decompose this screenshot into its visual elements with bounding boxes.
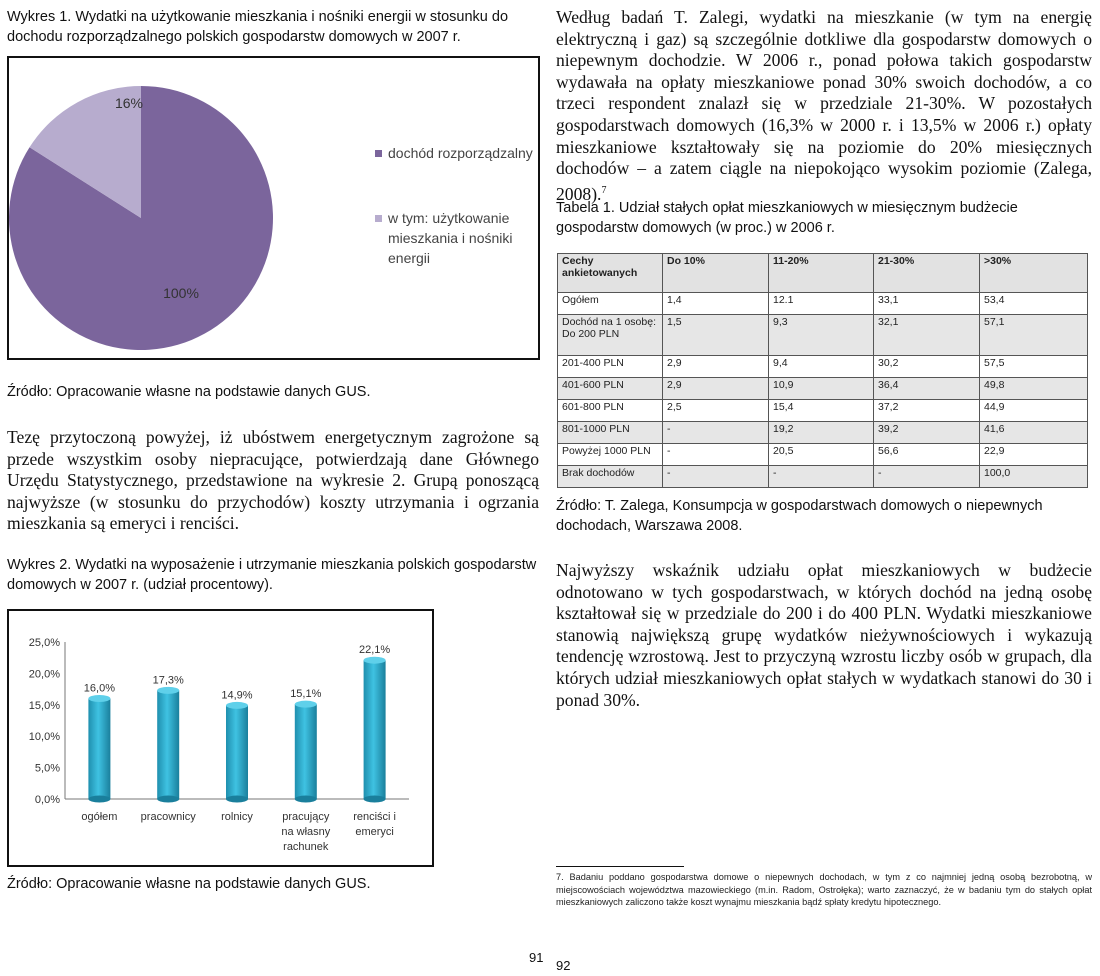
bar-top bbox=[88, 695, 110, 702]
table-cell: 33,1 bbox=[874, 293, 980, 315]
table-row-label: 601-800 PLN bbox=[558, 400, 663, 422]
table-cell: 22,9 bbox=[980, 444, 1088, 466]
x-tick-label: emeryci bbox=[355, 826, 394, 838]
table-header-cell: 21-30% bbox=[874, 254, 980, 293]
table-cell: 36,4 bbox=[874, 378, 980, 400]
table-row bbox=[558, 422, 1088, 444]
table-cell: 1,4 bbox=[663, 293, 769, 315]
bar-data-label: 15,1% bbox=[290, 688, 322, 701]
table-row-label: Powyżej 1000 PLN bbox=[558, 444, 663, 466]
bar-data-label: 14,9% bbox=[221, 689, 253, 702]
table-cell: 2,9 bbox=[663, 378, 769, 400]
bar-base bbox=[295, 796, 317, 803]
left-paragraph: Tezę przytoczoną powyżej, iż ubóstwem energetycznym zagrożone są przede wszystkim osoby niepracujące, potwierdzają dane Głównego Urzędu Statystycznego, przedstawione na wykresie 2. Grupą ponoszącą najwyższe (w stosunku do przychodów) koszty utrzymania i ogrzania mieszkania są emeryci i renciści. bbox=[7, 427, 539, 534]
x-tick-label: ogółem bbox=[81, 811, 118, 823]
bar bbox=[295, 704, 317, 799]
table-row bbox=[558, 356, 1088, 378]
table-header-cell: >30% bbox=[980, 254, 1088, 293]
table-cell: 15,4 bbox=[769, 400, 874, 422]
bar bbox=[88, 699, 110, 799]
legend-label: mieszkania i nośniki bbox=[388, 230, 513, 246]
chart1-caption: Wykres 1. Wydatki na użytkowanie mieszkania i nośniki energii w stosunku do dochodu rozporządzalnego polskich gospodarstw domowych w 2007 r. bbox=[7, 9, 509, 45]
table-cell: 9,3 bbox=[769, 315, 874, 356]
table-cell: 53,4 bbox=[980, 293, 1088, 315]
table-cell: 9,4 bbox=[769, 356, 874, 378]
page-number-left: 91 bbox=[529, 950, 544, 965]
table-row bbox=[558, 315, 1088, 356]
table-row bbox=[558, 378, 1088, 400]
table-row-label: Dochód na 1 osobę: Do 200 PLN bbox=[558, 315, 663, 356]
chart1-source: Źródło: Opracowanie własne na podstawie danych GUS. bbox=[7, 384, 371, 400]
right-paragraph-1 bbox=[556, 7, 1092, 205]
legend-label: energii bbox=[388, 250, 431, 266]
bar-top bbox=[295, 701, 317, 708]
page-number-right: 92 bbox=[556, 958, 571, 973]
chart2-caption: Wykres 2. Wydatki na wyposażenie i utrzymanie mieszkania polskich gospodarstw domowych w 2007 r. (udział procentowy). bbox=[7, 557, 537, 593]
legend-marker bbox=[375, 150, 382, 157]
bar-data-label: 16,0% bbox=[83, 682, 116, 695]
bar-top bbox=[157, 687, 179, 694]
y-tick-label: 15,0% bbox=[28, 699, 60, 712]
table-header-row bbox=[558, 254, 1088, 293]
legend-label: w tym: użytkowanie bbox=[388, 210, 510, 226]
table-cell: 56,6 bbox=[874, 444, 980, 466]
table-cell: 10,9 bbox=[769, 378, 874, 400]
table-cell: 12.1 bbox=[769, 293, 874, 315]
data-table bbox=[557, 253, 1088, 488]
pie-chart bbox=[9, 58, 538, 358]
chart2-source: Źródło: Opracowanie własne na podstawie danych GUS. bbox=[7, 876, 371, 892]
footnote: 7. Badaniu poddano gospodarstwa domowe o niepewnych dochodach, w tym z co najmniej jedną osobą bezrobotną, w miejscowościach województwa mazowieckiego (m.in. Radom, Ostrołęka); warto zaznaczyć, że w badaniu tym do stałych opłat mieszkaniowych zaliczono także koszt wynajmu mieszkania bądź spłaty kredytu hipotecznego. bbox=[556, 872, 1092, 907]
table-header-cell: 11-20% bbox=[769, 254, 874, 293]
bar bbox=[226, 705, 248, 799]
table-cell: 44,9 bbox=[980, 400, 1088, 422]
table-cell: - bbox=[874, 466, 980, 488]
table-row-label: 801-1000 PLN bbox=[558, 422, 663, 444]
bar-chart bbox=[9, 611, 432, 865]
table-cell: - bbox=[769, 466, 874, 488]
table-cell: 2,9 bbox=[663, 356, 769, 378]
y-tick-label: 10,0% bbox=[28, 731, 60, 744]
table-row-label: Brak dochodów bbox=[558, 466, 663, 488]
table-source: Źródło: T. Zalega, Konsumpcja w gospodarstwach domowych o niepewnych dochodach, Warszawa 2008. bbox=[556, 498, 1043, 534]
bar-base bbox=[364, 796, 386, 803]
table-cell: 100,0 bbox=[980, 466, 1088, 488]
table-cell: - bbox=[663, 444, 769, 466]
table-row bbox=[558, 444, 1088, 466]
table-row-label: 401-600 PLN bbox=[558, 378, 663, 400]
legend-label: dochód rozporządzalny bbox=[388, 145, 533, 161]
table-cell: 1,5 bbox=[663, 315, 769, 356]
x-tick-label: na własny bbox=[281, 826, 331, 838]
table-row bbox=[558, 293, 1088, 315]
pie-data-label: 16% bbox=[114, 95, 144, 111]
bar-data-label: 17,3% bbox=[152, 674, 184, 687]
table-caption: Tabela 1. Udział stałych opłat mieszkaniowych w miesięcznym budżecie gospodarstw domowych (w proc.) w 2006 r. bbox=[556, 200, 1018, 236]
x-tick-label: pracujący bbox=[282, 811, 330, 823]
right-paragraph-2: Najwyższy wskaźnik udziału opłat mieszkaniowych w budżecie odnotowano w tych gospodarstwach, w których dochód na jedną osobę kształtował się w przedziale do 200 i do 400 PLN. Wydatki mieszkaniowe stanowią największą grupę wydatków nieżywnościowych i wykazują tendencję wzrostową. Jest to przyczyną wzrostu liczby osób w grupach, dla których udział mieszkaniowych opłat stałych w wydatkach stanowi do 30 i ponad 30%. bbox=[556, 560, 1092, 710]
table-row bbox=[558, 466, 1088, 488]
y-tick-label: 25,0% bbox=[28, 637, 60, 649]
bar-top bbox=[226, 702, 248, 709]
pie-data-label: 100% bbox=[163, 285, 199, 301]
table-row-label: Ogółem bbox=[558, 293, 663, 315]
y-tick-label: 20,0% bbox=[28, 668, 60, 681]
x-tick-label: renciści i bbox=[353, 811, 396, 823]
table-cell: - bbox=[663, 422, 769, 444]
footnote-divider bbox=[556, 866, 684, 867]
table-cell: 57,5 bbox=[980, 356, 1088, 378]
bar-base bbox=[88, 796, 110, 803]
right-paragraph-1-text: Według badań T. Zalegi, wydatki na mieszkanie (w tym na energię elektryczną i gaz) są szczególnie dotkliwe dla gospodarstw domowych o niepewnym dochodzie. W 2006 r., ponad połowa takich gospodarstw wydawała na opłaty mieszkaniowe ponad 30% swoich dochodów, a co trzeci respondent znalazł się w przedziale 21-30%. W pozostałych gospodarstwach domowych (16,3% w 2000 r. i 13,5% w 2006 r.) opłaty mieszkaniowe kształtowały się na poziomie do 20% miesięcznych dochodów – a zatem ciągle na niepokojąco wysokim poziomie (Zalega, 2008). bbox=[556, 7, 1092, 204]
table-cell: 30,2 bbox=[874, 356, 980, 378]
table-row-label: 201-400 PLN bbox=[558, 356, 663, 378]
bar-top bbox=[364, 657, 386, 664]
table-header-cell: Cechy ankietowanych bbox=[558, 254, 663, 293]
table-cell: 32,1 bbox=[874, 315, 980, 356]
table-cell: 20,5 bbox=[769, 444, 874, 466]
bar bbox=[157, 690, 179, 799]
table-cell: 57,1 bbox=[980, 315, 1088, 356]
legend-marker bbox=[375, 215, 382, 222]
pie-chart-frame bbox=[7, 56, 540, 360]
x-tick-label: pracownicy bbox=[140, 811, 196, 823]
bar-chart-frame bbox=[7, 609, 434, 867]
table-cell: - bbox=[663, 466, 769, 488]
bar-base bbox=[226, 796, 248, 803]
footnote-reference: 7 bbox=[601, 184, 607, 196]
x-tick-label: rachunek bbox=[283, 841, 329, 853]
table-container bbox=[557, 253, 1088, 488]
table-cell: 49,8 bbox=[980, 378, 1088, 400]
table-cell: 41,6 bbox=[980, 422, 1088, 444]
table-cell: 37,2 bbox=[874, 400, 980, 422]
bar bbox=[364, 660, 386, 799]
table-cell: 39,2 bbox=[874, 422, 980, 444]
table-cell: 2,5 bbox=[663, 400, 769, 422]
bar-data-label: 22,1% bbox=[358, 644, 391, 657]
table-cell: 19,2 bbox=[769, 422, 874, 444]
bar-base bbox=[157, 796, 179, 803]
x-tick-label: rolnicy bbox=[221, 811, 253, 823]
y-tick-label: 0,0% bbox=[34, 794, 60, 806]
table-row bbox=[558, 400, 1088, 422]
y-tick-label: 5,0% bbox=[34, 762, 60, 775]
table-header-cell: Do 10% bbox=[663, 254, 769, 293]
